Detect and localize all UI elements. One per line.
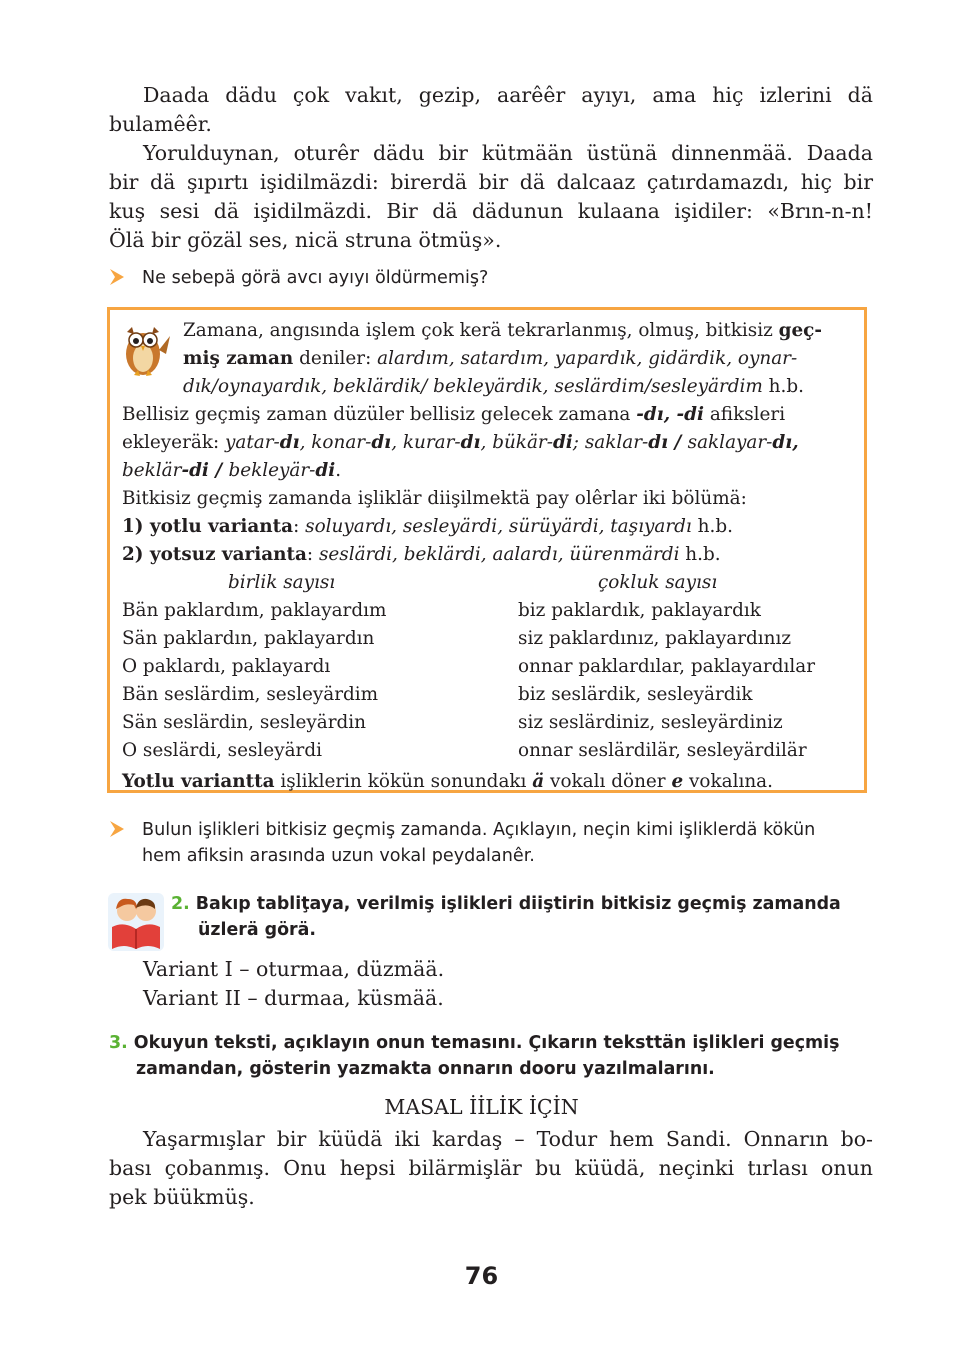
rule-line-8: 1) yotlu varianta: soluyardı, sesleyärdi, sürüyärdi, taşıyardı h.b. [122, 516, 733, 537]
story-paragraph [109, 1125, 873, 1212]
intro-paragraph-2 [109, 139, 873, 255]
text-line: Daada dädu çok vakıt, gezip, aarêêr ayıyı, ama hiç izlerini dä [143, 83, 873, 107]
rule-line-7: Bitkisiz geçmiş zamanda işliklär diişilmektä pay olêrlar iki bölümä: [122, 488, 747, 509]
plural-row-3: onnar paklardılar, paklayardılar [518, 656, 816, 677]
singular-row-3: O paklardı, paklayardı [122, 656, 331, 677]
rule-line-1: Zamana, angısında işlem çok kerä tekrarlanmış, olmuş, bitkisiz geç- [183, 320, 823, 341]
task-text-line: Okuyun teksti, açıklayın onun temasını. Çıkarın teksttän işlikleri geçmiş [133, 1033, 840, 1053]
singular-row-6: O seslärdi, sesleyärdi [122, 740, 322, 761]
text-line: bası çobanmış. Onu hepsi bilärmişlär bu küüdä, neçinki tırlası onun [109, 1156, 873, 1180]
singular-row-5: Sän seslärdin, sesleyärdin [122, 712, 367, 733]
table-head-plural: çokluk sayısı [598, 572, 718, 593]
question-text-line: hem afiksin arasında uzun vokal peydalanêr. [142, 846, 535, 866]
rule-box [107, 307, 867, 793]
question-text-line: Bulun işlikleri bitkisiz geçmiş zamanda. Açıklayın, neçin kimi işliklerdä kökün [142, 820, 816, 840]
plural-row-5: siz seslärdiniz, sesleyärdiniz [518, 712, 783, 733]
page-number: 76 [464, 1262, 499, 1290]
plural-row-4: biz seslärdik, sesleyärdik [518, 684, 753, 705]
plural-row-1: biz paklardık, paklayardık [518, 600, 761, 621]
variant-2: Variant II – durmaa, küsmää. [143, 986, 444, 1010]
singular-row-1: Bän paklardım, paklayardım [122, 600, 387, 621]
rule-line-2: miş zaman deniler: alardım, satardım, yapardık, gidärdik, oynar- [183, 348, 798, 369]
task-text-line: üzlerä görä. [198, 920, 316, 940]
table-head-singular: birlik sayısı [228, 572, 336, 593]
question-text: Ne sebepä görä avcı ayıyı öldürmemiş? [142, 268, 489, 288]
plural-row-2: siz paklardınız, paklayardınız [518, 628, 792, 649]
task-text-line: Bakıp tabliţaya, verilmiş işlikleri diiştirin bitkisiz geçmiş zamanda [195, 894, 841, 914]
question-2 [109, 817, 879, 869]
question-1 [109, 265, 879, 291]
text-line: pek büükmüş. [109, 1185, 255, 1209]
rule-line-9: 2) yotsuz varianta: seslärdi, beklärdi, aalardı, üürenmärdi h.b. [122, 544, 721, 565]
arrow-bullet-icon [109, 818, 125, 840]
rule-line-5: ekleyeräk: yatar-dı, konar-dı, kurar-dı, bükär-di; saklar-dı / saklayar-dı, [122, 432, 799, 453]
arrow-bullet-icon [109, 266, 125, 288]
task-2-heading [171, 891, 841, 943]
plural-row-6: onnar seslärdilär, sesleyärdilär [518, 740, 807, 761]
text-line: bulamêêr. [109, 112, 212, 136]
task-text-line: zamandan, gösterin yazmakta onnarın dooru yazılmalarını. [136, 1059, 715, 1079]
text-line: bir dä şıpırtı işidilmäzdi: birerdä bir dä dalcaaz çatırdamazdı, hiç bir [109, 170, 873, 194]
rule-line-4: Bellisiz geçmiş zaman düzüler bellisiz gelecek zamana -dı, -di afiksleri [122, 404, 786, 425]
text-line: Yorulduynan, oturêr dädu bir kütmään üstünä dinnenmää. Daada [143, 141, 873, 165]
rule-last-line: Yotlu variantta işliklerin kökün sonundakı ä vokalı döner e vokalına. [122, 771, 773, 792]
intro-paragraph-1 [109, 81, 873, 139]
singular-row-4: Bän seslärdim, sesleyärdim [122, 684, 379, 705]
text-line: kuş sesi dä işidilmäzdi. Bir dä dädunun kulaana işidiler: «Brın-n-n! [109, 199, 873, 223]
rule-line-6: beklär-di / bekleyär-di. [122, 460, 342, 481]
owl-icon [114, 318, 172, 380]
children-reading-icon [108, 893, 164, 951]
text-line: Yaşarmışlar bir küüdä iki kardaş – Todur hem Sandi. Onnarın bo- [143, 1127, 873, 1151]
singular-row-2: Sän paklardın, paklayardın [122, 628, 375, 649]
task-number: 3. [109, 1033, 128, 1053]
rule-line-3: dık/oynayardık, beklärdik/ bekleyärdik, seslärdim/sesleyärdim h.b. [183, 376, 804, 397]
story-title: MASAL İİLİK İÇİN [384, 1095, 579, 1119]
text-line: Ölä bir gözäl ses, nicä struna ötmüş». [109, 228, 502, 252]
variant-1: Variant I – oturmaa, düzmää. [143, 957, 445, 981]
task-number: 2. [171, 894, 190, 914]
task-3-heading [109, 1030, 839, 1082]
